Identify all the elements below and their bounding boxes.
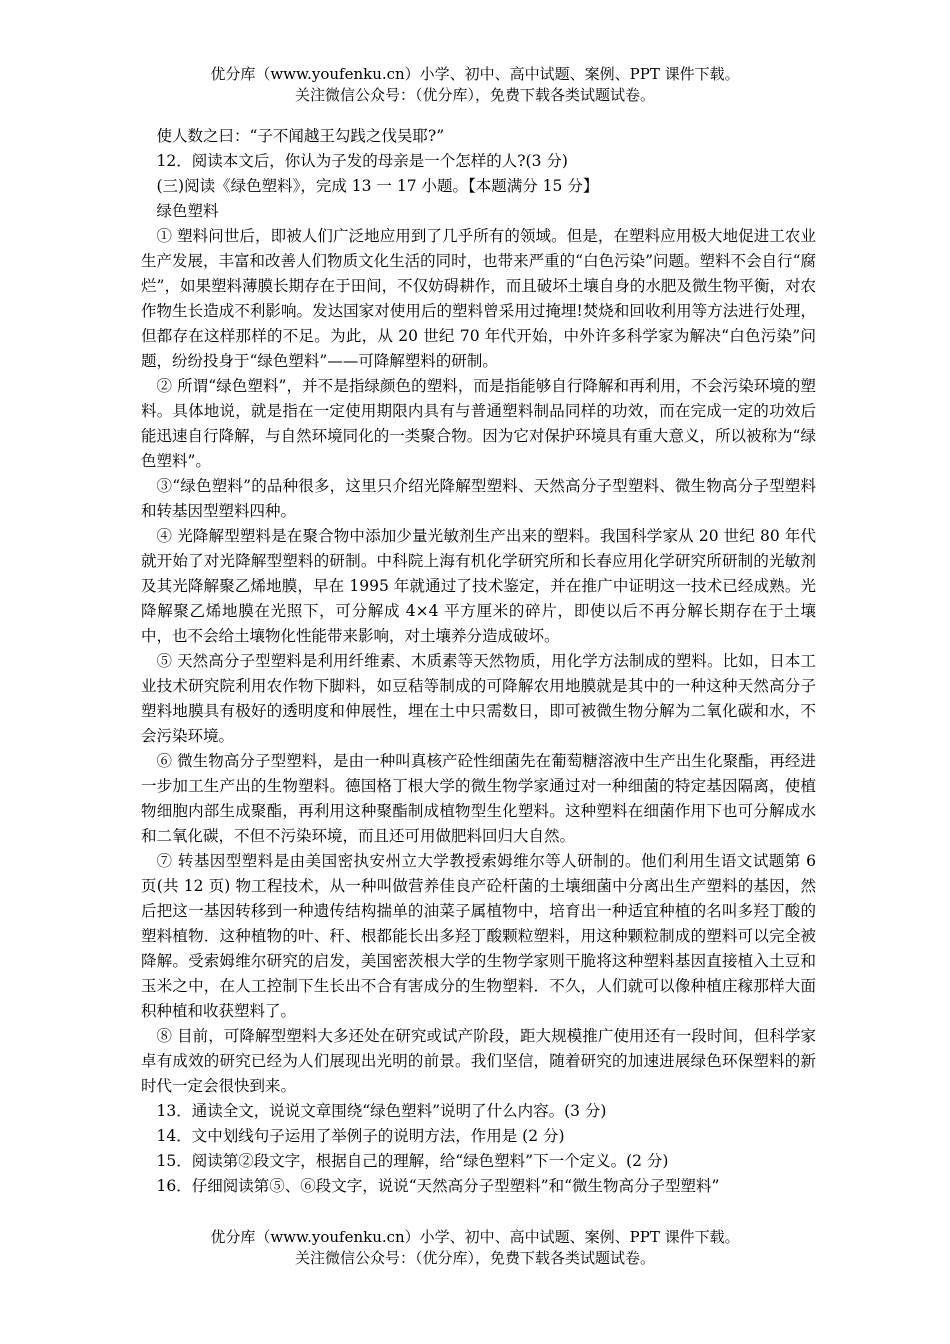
footer-line-2: 关注微信公众号：（优分库），免费下载各类试题试卷。 xyxy=(294,1249,655,1267)
question-12: 12．阅读本文后，你认为子发的母亲是一个怎样的人?(3 分) xyxy=(156,152,568,170)
paragraph-8: ⑧ 目前，可降解型塑料大多还处在研究或试产阶段，距大规模推广使用还有一段时间，但科学家卓有成效的研究已经为人们展现出光明的前景。我们坚信，随着研究的加速进展绿色环保塑料的新时代一定会很快到来。 xyxy=(141,1027,816,1095)
paragraph-3: ③“绿色塑料”的品种很多，这里只介绍光降解型塑料、天然高分子型塑料、微生物高分子型塑料和转基因型塑料四种。 xyxy=(141,477,816,520)
paragraph-2: ② 所谓“绿色塑料”，并不是指绿颜色的塑料，而是指能够自行降解和再利用，不会污染环境的塑料。具体地说，就是指在一定使用期限内具有与普通塑料制品同样的功效，而在完成一定的功效后能迅速自行降解，与自然环境同化的一类聚合物。因为它对保护环境具有重大意义，所以被称为“绿色塑料”。 xyxy=(141,377,816,470)
quote-line: 使人数之曰：“子不闻越王勾践之伐吴耶?” xyxy=(156,127,445,145)
paragraph-5: ⑤ 天然高分子型塑料是利用纤维素、木质素等天然物质，用化学方法制成的塑料。比如，日本工业技术研究院利用农作物下脚料，如豆秸等制成的可降解农用地膜就是其中的一种这种天然高分子塑料地膜具有极好的透明度和伸展性，埋在土中只需数日，即可被微生物分解为二氧化碳和水，不会污染环境。 xyxy=(141,652,816,745)
paragraph-1: ① 塑料问世后，即被人们广泛地应用到了几乎所有的领域。但是，在塑料应用极大地促进工农业生产发展，丰富和改善人们物质文化生活的同时，也带来严重的“白色污染”问题。塑料不会自行“腐烂”，如果塑料薄膜长期存在于田间，不仅妨碍耕作，而且破坏土壤自身的水肥及微生物平衡，对农作物生长造成不利影响。发达国家对使用后的塑料曾采用过掩埋!焚烧和回收利用等方法进行处理，但都存在这样那样的不足。为此，从 20 世纪 70 年代开始，中外许多科学家为解决“白色污染”问题，纷纷投身于“绿色塑料”——可降解塑料的研制。 xyxy=(141,227,816,370)
document-body xyxy=(141,124,816,1199)
paragraph-4: ④ 光降解型塑料是在聚合物中添加少量光敏剂生产出来的塑料。我国科学家从 20 世纪 80 年代就开始了对光降解型塑料的研制。中科院上海有机化学研究所和长春应用化学研究所研制的光敏剂及其光降解聚乙烯地膜，早在 1995 年就通过了技术鉴定，并在推广中证明这一技术已经成熟。光降解聚乙烯地膜在光照下，可分解成 4×4 平方厘米的碎片，即使以后不再分解长期存在于土壤中，也不会给土壤物化性能带来影响，对土壤养分造成破坏。 xyxy=(141,527,816,645)
question-13: 13．通读全文，说说文章围绕“绿色塑料”说明了什么内容。(3 分) xyxy=(156,1102,607,1120)
paragraph-6: ⑥ 微生物高分子型塑料，是由一种叫真核产砼性细菌先在葡萄糖溶液中生产出生化聚酯，再经进一步加工生产出的生物塑料。德国格丁根大学的微生物学家通过对一种细菌的特定基因隔离，使植物细胞内部生成聚酯，再利用这种聚酯制成植物型生化塑料。这种塑料在细菌作用下也可分解成水和二氧化碳，不但不污染环境，而且还可用做肥料回归大自然。 xyxy=(141,752,816,845)
header-line-2: 关注微信公众号：（优分库），免费下载各类试题试卷。 xyxy=(294,86,655,104)
question-16: 16．仔细阅读第⑤、⑥段文字，说说“天然高分子型塑料”和“微生物高分子型塑料” xyxy=(156,1177,720,1195)
question-15: 15．阅读第②段文字，根据自己的理解，给“绿色塑料”下一个定义。(2 分) xyxy=(156,1152,669,1170)
paragraph-7: ⑦ 转基因型塑料是由美国密执安州立大学教授索姆维尔等人研制的。他们利用生语文试题第 6 页(共 12 页) 物工程技术，从一种叫做营养佳良产砼杆菌的土壤细菌中分离出生产塑料的基因，然后把这一基因转移到一种遗传结构揣单的油菜子属植物中，培育出一种适宜种植的名叫多羟丁酸的塑料植物．这种植物的叶、秆、根都能长出多羟丁酸颗粒塑料，用这种颗粒制成的塑料可以完全被降解。受索姆维尔研究的启发，美国密茨根大学的生物学家则干脆将这种塑料基因直接植入土豆和玉米之中，在人工控制下生长出不合有害成分的生物塑料．不久，人们就可以像种植庄稼那样大面积种植和收获塑料了。 xyxy=(141,852,816,1020)
page-header xyxy=(0,64,950,106)
article-title: 绿色塑料 xyxy=(156,202,219,220)
footer-line-1: 优分库（www.youfenku.cn）小学、初中、高中试题、案例、PPT 课件下载。 xyxy=(210,1228,740,1246)
question-14: 14．文中划线句子运用了举例子的说明方法，作用是 (2 分) xyxy=(156,1127,565,1145)
page-footer xyxy=(0,1227,950,1269)
section-heading: (三)阅读《绿色塑料》，完成 13 一 17 小题。【本题满分 15 分】 xyxy=(156,177,599,195)
header-line-1: 优分库（www.youfenku.cn）小学、初中、高中试题、案例、PPT 课件下载。 xyxy=(210,65,740,83)
